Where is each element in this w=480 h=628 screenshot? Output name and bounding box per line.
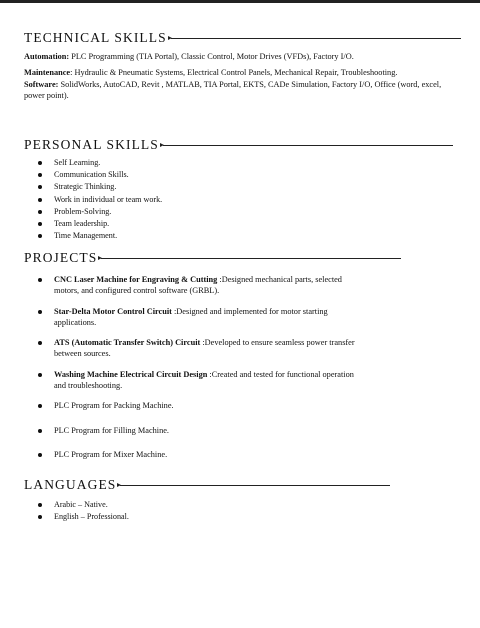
- projects-section: [24, 250, 466, 460]
- list-item: [24, 306, 364, 329]
- bullet-icon: [38, 198, 42, 202]
- section-heading: [24, 250, 466, 266]
- list-item: [24, 206, 466, 218]
- project-description: :Designed and implemented for motor starting applications.: [54, 306, 328, 327]
- technical-skills-title: TECHNICAL SKILLS: [24, 30, 167, 45]
- bullet-icon: [38, 234, 42, 238]
- list-item-text: Time Management.: [54, 231, 118, 241]
- personal-skills-list: [24, 157, 466, 242]
- list-item-text: Strategic Thinking.: [54, 182, 117, 192]
- list-item: [24, 274, 364, 297]
- list-item: [24, 499, 466, 511]
- heading-rule: [120, 485, 390, 486]
- list-item-text: Problem-Solving.: [54, 206, 112, 216]
- technical-skills-section: [24, 30, 466, 102]
- list-item-text: English – Professional.: [54, 512, 129, 522]
- section-heading: [24, 137, 466, 153]
- section-heading: [24, 30, 466, 46]
- list-item: [24, 449, 364, 460]
- skill-label: Maintenance: [24, 68, 71, 78]
- bullet-icon: [38, 310, 42, 314]
- skill-text: : Hydraulic & Pneumatic Systems, Electrical Control Panels, Mechanical Repair, Troubleshooting.: [70, 68, 398, 78]
- list-item: [24, 369, 364, 392]
- list-item-text: Work in individual or team work.: [54, 194, 163, 204]
- heading-rule: [101, 258, 401, 259]
- list-item: [24, 400, 364, 411]
- projects-list: [24, 274, 364, 460]
- bullet-icon: [38, 185, 42, 189]
- personal-skills-title: PERSONAL SKILLS: [24, 137, 159, 152]
- section-heading: [24, 477, 466, 493]
- list-item-text: Team leadership.: [54, 219, 110, 229]
- languages-title: LANGUAGES: [24, 477, 117, 492]
- bullet-icon: [38, 161, 42, 165]
- list-item-text: Self Learning.: [54, 158, 101, 167]
- project-description: :Developed to ensure seamless power transfer between sources.: [54, 338, 355, 359]
- project-description: :Created and tested for functional operation and troubleshooting.: [54, 369, 354, 391]
- projects-title: PROJECTS: [24, 250, 98, 265]
- skill-software: [24, 79, 444, 102]
- list-item: [24, 194, 466, 206]
- list-item: [24, 218, 466, 230]
- bullet-icon: [38, 429, 42, 433]
- list-item: [24, 230, 466, 242]
- project-description: PLC Program for Mixer Machine.: [54, 449, 168, 459]
- heading-rule: [163, 145, 453, 146]
- skill-text: PLC Programming (TIA Portal), Classic Control, Motor Drives (VFDs), Factory I/O.: [69, 52, 354, 61]
- project-name: Washing Machine Electrical Circuit Design: [54, 369, 208, 379]
- languages-section: [24, 477, 466, 523]
- bullet-icon: [38, 453, 42, 457]
- skill-maintenance: [24, 67, 444, 78]
- bullet-icon: [38, 373, 42, 377]
- project-name: ATS (Automatic Transfer Switch) Circuit: [54, 338, 201, 348]
- list-item: [24, 157, 466, 169]
- list-item: [24, 337, 364, 360]
- list-item-text: Communication Skills.: [54, 170, 129, 180]
- bullet-icon: [38, 515, 42, 519]
- bullet-icon: [38, 210, 42, 214]
- personal-skills-section: [24, 137, 466, 242]
- skill-label: Software:: [24, 79, 59, 89]
- bullet-icon: [38, 222, 42, 226]
- bullet-icon: [38, 173, 42, 177]
- project-name: Star-Delta Motor Control Circuit: [54, 306, 172, 316]
- bullet-icon: [38, 503, 42, 507]
- skill-automation: [24, 51, 444, 62]
- project-description: :Designed mechanical parts, selected motors, and configured control software (GRBL).: [54, 275, 342, 296]
- skill-text: SolidWorks, AutoCAD, Revit , MATLAB, TIA Portal, EKTS, CADe Simulation, Factory I/O, Office (word, excel, power point).: [24, 79, 442, 101]
- list-item: [24, 169, 466, 181]
- top-border: [0, 0, 480, 3]
- project-description: PLC Program for Packing Machine.: [54, 401, 174, 411]
- list-item-text: Arabic – Native.: [54, 500, 108, 509]
- languages-list: [24, 499, 466, 523]
- project-name: CNC Laser Machine for Engraving & Cutting: [54, 275, 218, 284]
- skill-label: Automation:: [24, 52, 70, 61]
- bullet-icon: [38, 278, 42, 282]
- list-item: [24, 181, 466, 193]
- list-item: [24, 425, 364, 436]
- project-description: PLC Program for Filling Machine.: [54, 425, 169, 435]
- list-item: [24, 511, 466, 523]
- heading-rule: [171, 38, 461, 39]
- bullet-icon: [38, 404, 42, 408]
- bullet-icon: [38, 341, 42, 345]
